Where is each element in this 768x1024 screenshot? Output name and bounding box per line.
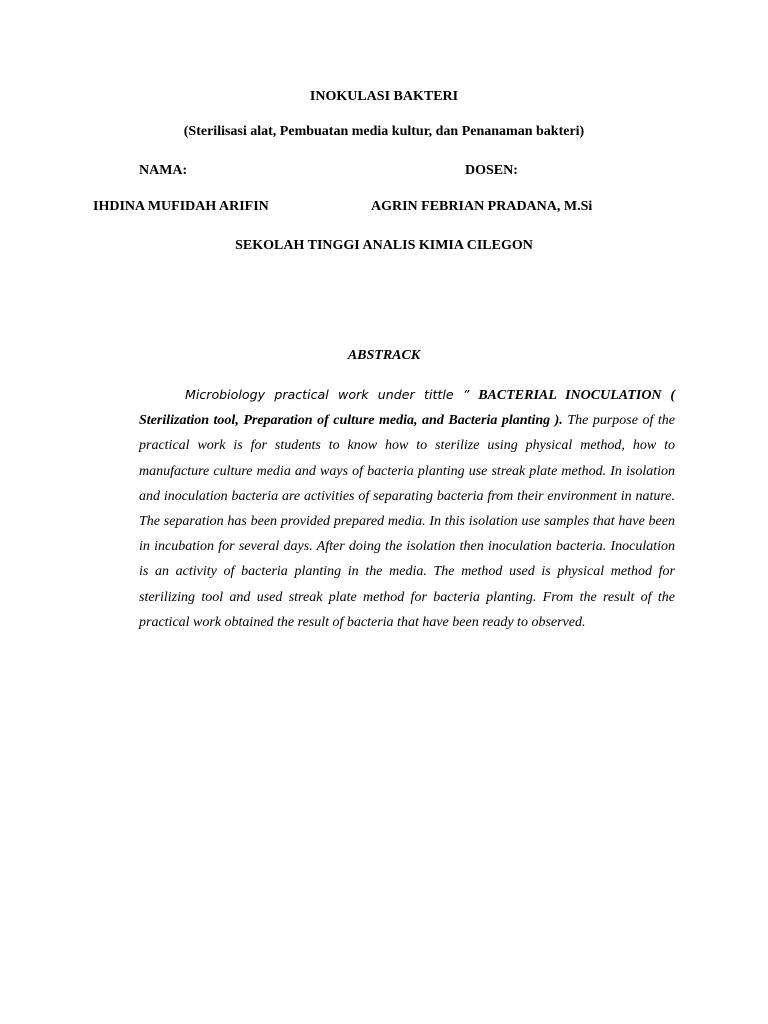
student-name: IHDINA MUFIDAH ARIFIN (93, 199, 269, 214)
lecturer-name: AGRIN FEBRIAN PRADANA, M.Si (371, 199, 593, 214)
dosen-label: DOSEN: (465, 163, 518, 178)
abstract-body: The purpose of the practical work is for students to know how to sterilize using physical method, how to manufacture culture media and ways of bacteria planting use streak plate method. In isolation and inoculation bacteria are activities of separating bacteria from their environment in nature. The separation has been provided prepared media. In this isolation use samples that have been in incubation for several days. After doing the isolation then inoculation bacteria. Inoculation is an activity of bacteria planting in the media. The method used is physical method for sterilizing tool and used streak plate method for bacteria planting. From the result of the practical work obtained the result of bacteria that have been ready to observed. (139, 413, 676, 630)
document-title: INOKULASI BAKTERI (309, 89, 459, 104)
abstract-paragraph (139, 382, 675, 635)
abstract-heading: ABSTRACK (347, 348, 421, 363)
document-subtitle: (Sterilisasi alat, Pembuatan media kultur, dan Penanaman bakteri) (183, 124, 585, 139)
abstract-bold-title: BACTERIAL INOCULATION ( Sterilization tool, Preparation of culture media, and Bacteria planting ). (139, 388, 676, 429)
institution-name: SEKOLAH TINGGI ANALIS KIMIA CILEGON (235, 238, 533, 253)
abstract-intro: Microbiology practical work under tittle ” (185, 387, 470, 402)
nama-label: NAMA: (139, 163, 188, 178)
